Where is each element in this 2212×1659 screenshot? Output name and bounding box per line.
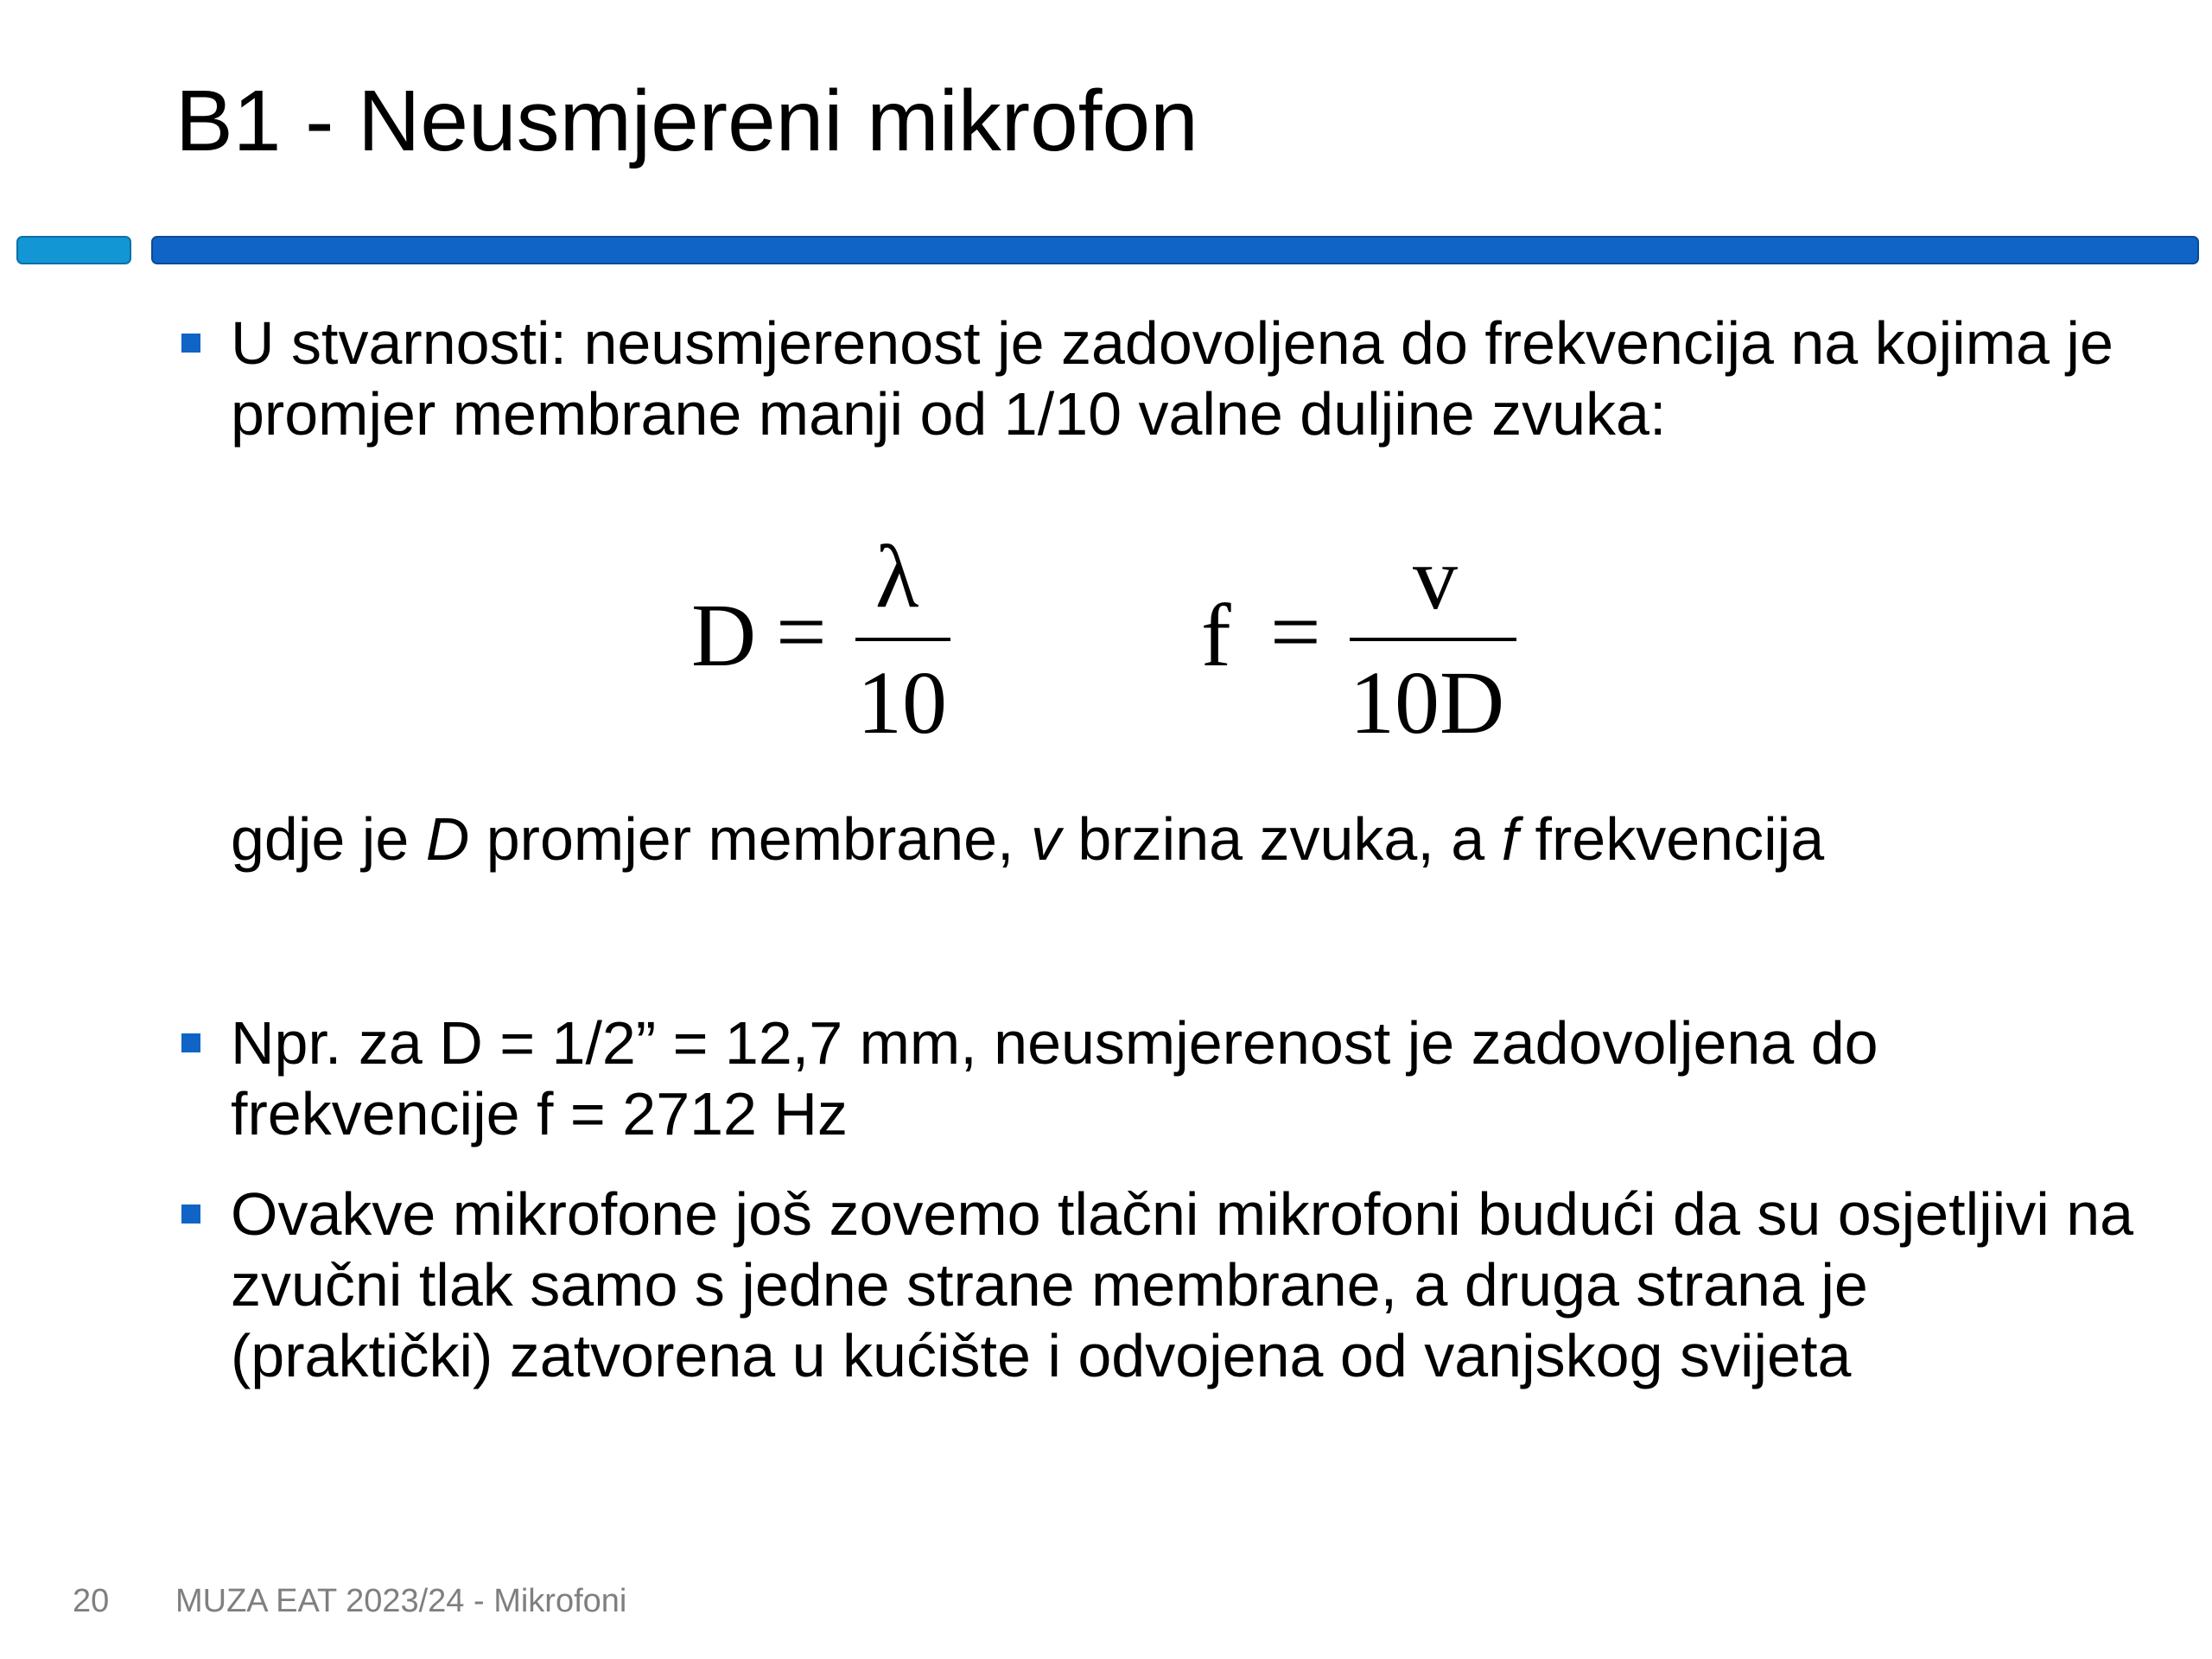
slide-title: B1 - Neusmjereni mikrofon	[175, 73, 1198, 169]
formula-2-numerator: v	[1413, 529, 1458, 628]
explanation-part-4: frekvencija	[1518, 805, 1825, 873]
explanation-part-3: brzina zvuka, a	[1060, 805, 1502, 873]
formula-1-denominator: 10	[857, 653, 947, 753]
bullet-square-icon	[181, 334, 200, 353]
formula-1-equals: =	[776, 582, 827, 682]
formula-2-denominator-number: 10	[1350, 653, 1440, 753]
bullet-3-text: Ovakve mikrofone još zovemo tlačni mikrofoni budući da su osjetljivi na zvučni tlak samo s jedne strane membrane, a druga strana je (praktički) zatvorena u kućište i odvojena od vanjskog svijeta	[231, 1180, 2134, 1389]
title-rule-long	[151, 236, 2199, 264]
formula-2-lhs: f	[1201, 586, 1231, 685]
formula-2-equals: =	[1270, 582, 1321, 682]
formula-1-numerator: λ	[875, 527, 919, 626]
title-rule-short	[16, 236, 131, 264]
formula-2-denominator-variable: D	[1440, 653, 1505, 753]
page-number: 20	[73, 1583, 110, 1619]
bullet-square-icon	[181, 1033, 200, 1052]
formula-1-lhs: D	[691, 586, 757, 685]
formula-2-fraction-bar	[1350, 638, 1516, 641]
explanation-part-1: gdje je	[231, 805, 426, 873]
formula-1-fraction-bar	[855, 638, 950, 641]
explanation-var-d: D	[425, 805, 470, 873]
explanation-part-2: promjer membrane,	[469, 805, 1031, 873]
explanation-var-v: v	[1030, 805, 1061, 873]
variable-explanation	[231, 804, 1824, 874]
bullet-2-text: Npr. za D = 1/2” = 12,7 mm, neusmjerenost je zadovoljena do frekvencije f = 2712 Hz	[231, 1009, 1878, 1147]
explanation-var-f: f	[1501, 805, 1519, 873]
bullet-1-text: U stvarnosti: neusmjerenost je zadovoljena do frekvencija na kojima je promjer membrane manji od 1/10 valne duljine zvuka:	[231, 309, 2113, 448]
bullet-square-icon	[181, 1205, 200, 1224]
footer-text: MUZA EAT 2023/24 - Mikrofoni	[175, 1583, 627, 1619]
